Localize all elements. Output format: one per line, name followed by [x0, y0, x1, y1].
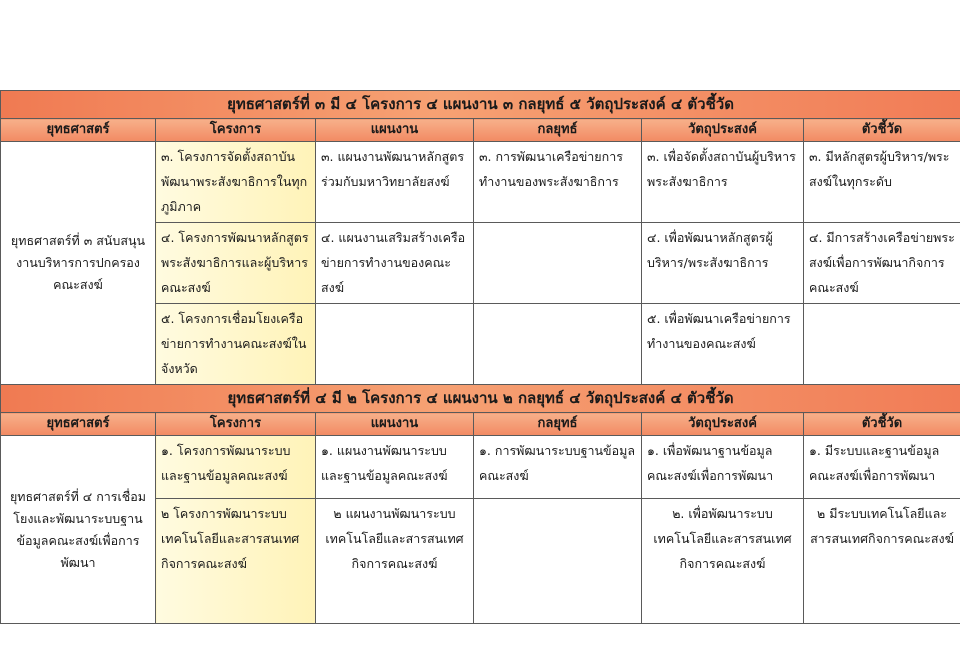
project-cell: ๑. โครงการพัฒนาระบบและฐานข้อมูลคณะสงฆ์ — [156, 436, 316, 499]
strategy4-banner-row — [1, 385, 960, 413]
table-row — [1, 142, 960, 223]
header-objective: วัตถุประสงค์ — [642, 119, 804, 142]
tactic-cell — [474, 304, 642, 385]
document-sheet — [0, 90, 960, 624]
indicator-cell: ๔. มีการสร้างเครือข่ายพระสงฆ์เพื่อการพัฒนากิจการคณะสงฆ์ — [804, 223, 960, 304]
strategy4-banner: ยุทธศาสตร์ที่ ๔ มี ๒ โครงการ ๔ แผนงาน ๒ กลยุทธ์ ๔ วัตถุประสงค์ ๔ ตัวชี้วัด — [1, 385, 960, 413]
table-row — [1, 436, 960, 499]
indicator-cell: ๑. มีระบบและฐานข้อมูลคณะสงฆ์เพื่อการพัฒนา — [804, 436, 960, 499]
indicator-cell — [804, 304, 960, 385]
project-cell: ๕. โครงการเชื่อมโยงเครือข่ายการทำงานคณะสงฆ์ในจังหวัด — [156, 304, 316, 385]
header-project: โครงการ — [156, 413, 316, 436]
strategy4-header-row — [1, 413, 960, 436]
objective-cell: ๓. เพื่อจัดตั้งสถาบันผู้บริหารพระสังฆาธิการ — [642, 142, 804, 223]
indicator-cell: ๒ มีระบบเทคโนโลยีและสารสนเทศกิจการคณะสงฆ์ — [804, 499, 960, 624]
header-indicator: ตัวชี้วัด — [804, 413, 960, 436]
strategy3-header-row — [1, 119, 960, 142]
objective-cell: ๒. เพื่อพัฒนาระบบเทคโนโลยีและสารสนเทศกิจการคณะสงฆ์ — [642, 499, 804, 624]
header-strategy: ยุทธศาสตร์ — [1, 119, 156, 142]
plan-cell: ๓. แผนงานพัฒนาหลักสูตรร่วมกับมหาวิทยาลัยสงฆ์ — [316, 142, 474, 223]
strategy3-name: ยุทธศาสตร์ที่ ๓ สนับสนุนงานบริหารการปกครองคณะสงฆ์ — [1, 142, 156, 385]
objective-cell: ๑. เพื่อพัฒนาฐานข้อมูลคณะสงฆ์เพื่อการพัฒนา — [642, 436, 804, 499]
tactic-cell: ๓. การพัฒนาเครือข่ายการทำงานของพระสังฆาธิการ — [474, 142, 642, 223]
tactic-cell — [474, 223, 642, 304]
header-plan: แผนงาน — [316, 119, 474, 142]
objective-cell: ๕. เพื่อพัฒนาเครือข่ายการทำงานของคณะสงฆ์ — [642, 304, 804, 385]
tactic-cell — [474, 499, 642, 624]
header-tactic: กลยุทธ์ — [474, 413, 642, 436]
header-strategy: ยุทธศาสตร์ — [1, 413, 156, 436]
header-plan: แผนงาน — [316, 413, 474, 436]
header-project: โครงการ — [156, 119, 316, 142]
indicator-cell: ๓. มีหลักสูตรผู้บริหาร/พระสงฆ์ในทุกระดับ — [804, 142, 960, 223]
header-indicator: ตัวชี้วัด — [804, 119, 960, 142]
tactic-cell: ๑. การพัฒนาระบบฐานข้อมูลคณะสงฆ์ — [474, 436, 642, 499]
strategy3-banner-row — [1, 91, 960, 119]
strategy4-name: ยุทธศาสตร์ที่ ๔ การเชื่อมโยงและพัฒนาระบบฐานข้อมูลคณะสงฆ์เพื่อการพัฒนา — [1, 436, 156, 624]
project-cell: ๒ โครงการพัฒนาระบบเทคโนโลยีและสารสนเทศกิจการคณะสงฆ์ — [156, 499, 316, 624]
plan-cell: ๑. แผนงานพัฒนาระบบและฐานข้อมูลคณะสงฆ์ — [316, 436, 474, 499]
plan-cell: ๒ แผนงานพัฒนาระบบเทคโนโลยีและสารสนเทศกิจการคณะสงฆ์ — [316, 499, 474, 624]
strategy-table — [0, 90, 960, 624]
plan-cell: ๔. แผนงานเสริมสร้างเครือข่ายการทำงานของคณะสงฆ์ — [316, 223, 474, 304]
header-tactic: กลยุทธ์ — [474, 119, 642, 142]
strategy3-banner: ยุทธศาสตร์ที่ ๓ มี ๔ โครงการ ๔ แผนงาน ๓ กลยุทธ์ ๕ วัตถุประสงค์ ๔ ตัวชี้วัด — [1, 91, 960, 119]
project-cell: ๓. โครงการจัดตั้งสถาบันพัฒนาพระสังฆาธิการในทุกภูมิภาค — [156, 142, 316, 223]
header-objective: วัตถุประสงค์ — [642, 413, 804, 436]
plan-cell — [316, 304, 474, 385]
project-cell: ๔. โครงการพัฒนาหลักสูตรพระสังฆาธิการและผู้บริหารคณะสงฆ์ — [156, 223, 316, 304]
objective-cell: ๔. เพื่อพัฒนาหลักสูตรผู้บริหาร/พระสังฆาธิการ — [642, 223, 804, 304]
